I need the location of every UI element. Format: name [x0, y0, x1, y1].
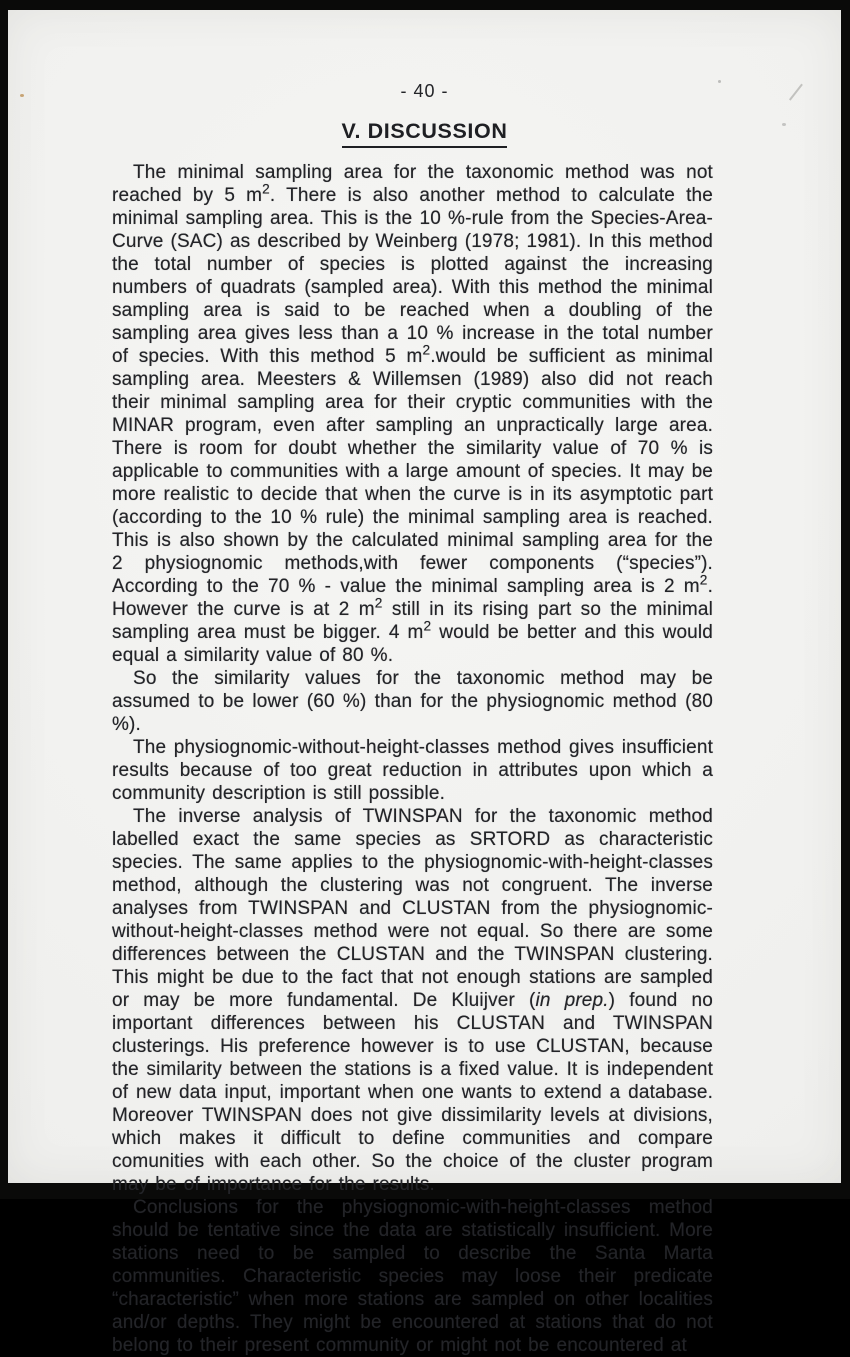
paragraph-similarity-values: So the similarity values for the taxonomic method may be assumed to be lower (60 %) than for the physiognomic method (80 %). [112, 668, 713, 735]
scanned-page [8, 10, 841, 1356]
paragraph-physiognomic-without-height: The physiognomic-without-height-classes method gives insufficient results because of too great reduction in attributes upon which a community description is still possible. [112, 737, 713, 804]
page-number: - 40 - [400, 81, 449, 101]
paragraph-minimal-sampling-area: The minimal sampling area for the taxonomic method was not reached by 5 $m^2$. There is also another method to calculate the minimal sampling area. This is the 10 %-rule from the Species-Area-Curve (SAC) as described by Weinberg (1978; 1981). In this method the total number of species is plotted against the increasing numbers of quadrats (sampled area). With this method the minimal sampling area is said to be reached when a doubling of the sampling area gives less than a 10 % increase in the total number of species. With this method 5 $m^2.would$ be sufficient as minimal sampling area. Meesters & Willemsen (1989) also did not reach their minimal sampling area for their cryptic communities with the MINAR program, even after sampling an unpractically large area. There is room for doubt whether the similarity value of 70 % is applicable to communities with a large amount of species. It may be more realistic to decide that when the curve is in its asymptotic part (according to the 10 % rule) the minimal sampling area is reached. This is also shown by the calculated minimal sampling area for the 2 physiognomic methods,with fewer components (“species”). According to the 70 % - value the minimal sampling area is 2 $m^2$. However the curve is at 2 $m^2$ still in its rising part so the minimal sampling area must be bigger. 4 $m^2$ would be better and this would equal a similarity value of 80 %. [112, 162, 713, 666]
body-text [112, 161, 713, 1357]
section-heading-text: V. DISCUSSION [342, 119, 508, 148]
paragraph-conclusions: Conclusions for the physiognomic-with-height-classes method should be tentative since the data are statistically insufficient. More stations need to be sampled to describe the Santa Marta communities. Characteristic species may loose their predicate “characteristic” when more stations are sampled on other localities and/or depths. They might be encountered at stations that do not belong to their present community or might not be encountered at [112, 1197, 713, 1356]
paragraph-inverse-analysis: The inverse analysis of TWINSPAN for the taxonomic method labelled exact the same species as SRTORD as characteristic species. The same applies to the physiognomic-with-height-classes method, although the clustering was not congruent. The inverse analyses from TWINSPAN and CLUSTAN from the physiognomic-without-height-classes method were not equal. So there are some differences between the CLUSTAN and the TWINSPAN clustering. This might be due to the fact that not enough stations are sampled or may be more fundamental. De Kluijver (in prep.) found no important differences between his CLUSTAN and TWINSPAN clusterings. His preference however is to use CLUSTAN, because the similarity between the stations is a fixed value. It is independent of new data input, important when one wants to extend a database. Moreover TWINSPAN does not give dissimilarity levels at divisions, which makes it difficult to define communities and compare comunities with each other. So the choice of the cluster program may be of importance for the results. [112, 806, 713, 1195]
section-heading [8, 119, 841, 148]
